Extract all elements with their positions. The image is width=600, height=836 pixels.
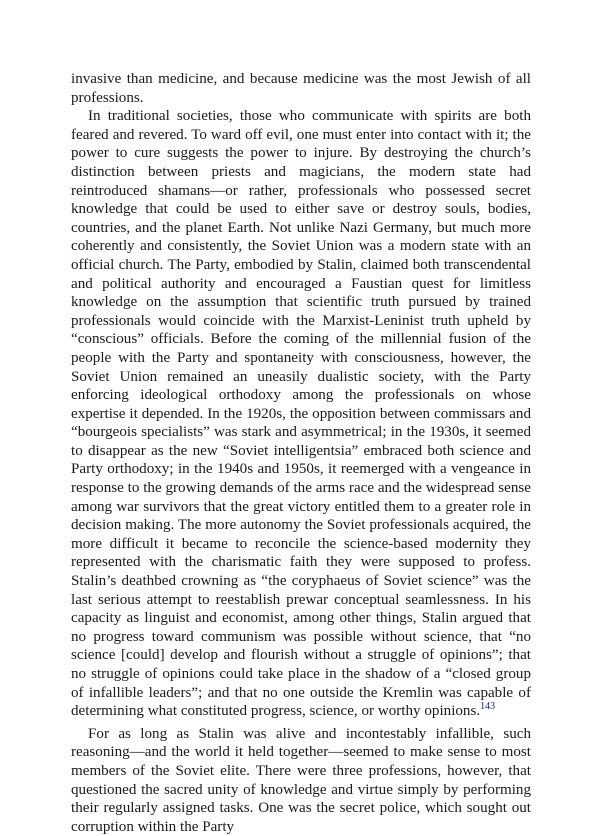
paragraph-traditional-societies <box>71 107 531 721</box>
paragraph-stalin-infallible <box>71 725 531 836</box>
footnote-reference[interactable]: 143 <box>480 701 496 713</box>
book-page <box>71 70 531 836</box>
paragraph-continuation <box>71 70 531 107</box>
paragraph-text: For as long as Stalin was alive and incontestably infallible, such reasoning—and the world it held together—seemed to make sense to most members of the Soviet elite. There were three professions, however, that questioned the sacred unity of knowledge and virtue simply by performing their regularly assigned tasks. One was the secret police, which sought out corruption within the Party <box>71 725 531 835</box>
paragraph-text: invasive than medicine, and because medicine was the most Jewish of all professions. <box>71 71 531 106</box>
paragraph-text: In traditional societies, those who communicate with spirits are both feared and revered. To ward off evil, one must enter into contact with it; the power to cure suggests the power to injure. By destroying the church’s distinction between priests and magicians, the modern state had reintroduced shamans—or rather, professionals who possessed secret knowledge that could be used to either save or destroy souls, bodies, countries, and the planet Earth. Not unlike Nazi Germany, but much more coherently and consistently, the Soviet Union was a modern state with an official church. The Party, embodied by Stalin, claimed both transcendental and political authority and encouraged a Faustian quest for limitless knowledge on the assumption that scientific truth pursued by trained professionals would coincide with the Marxist-Leninist truth upheld by “conscious” officials. Before the coming of the millennial fusion of the people with the Party and spontaneity with consciousness, however, the Soviet Union remained an uneasily dualistic society, with the Party enforcing ideological orthodoxy among the professionals on whose expertise it depended. In the 1920s, the opposition between commissars and “bourgeois specialists” was stark and asymmetrical; in the 1930s, it seemed to disappear as the new “Soviet intelligentsia” embraced both science and Party orthodoxy; in the 1940s and 1950s, it reemerged with a vengeance in response to the growing demands of the arms race and the widespread sense among war survivors that the great victory entitled them to a greater role in decision making. The more autonomy the Soviet professionals acquired, the more difficult it became to reconcile the science-based modernity they represented with the charismatic faith they were supposed to profess. Stalin’s deathbed crowning as “the coryphaeus of Soviet science” was the last serious attempt to reestablish prewar conceptual seamlessness. In his capacity as linguist and economist, among other things, Stalin argued that no progress toward communism was possible without science, that “no science [could] develop and flourish without a struggle of opinions”; that no struggle of opinions could take place in the shadow of a “closed group of infallible leaders”; and that no one outside the Kremlin was capable of determining what constituted progress, science, or worthy opinions. <box>71 108 531 720</box>
